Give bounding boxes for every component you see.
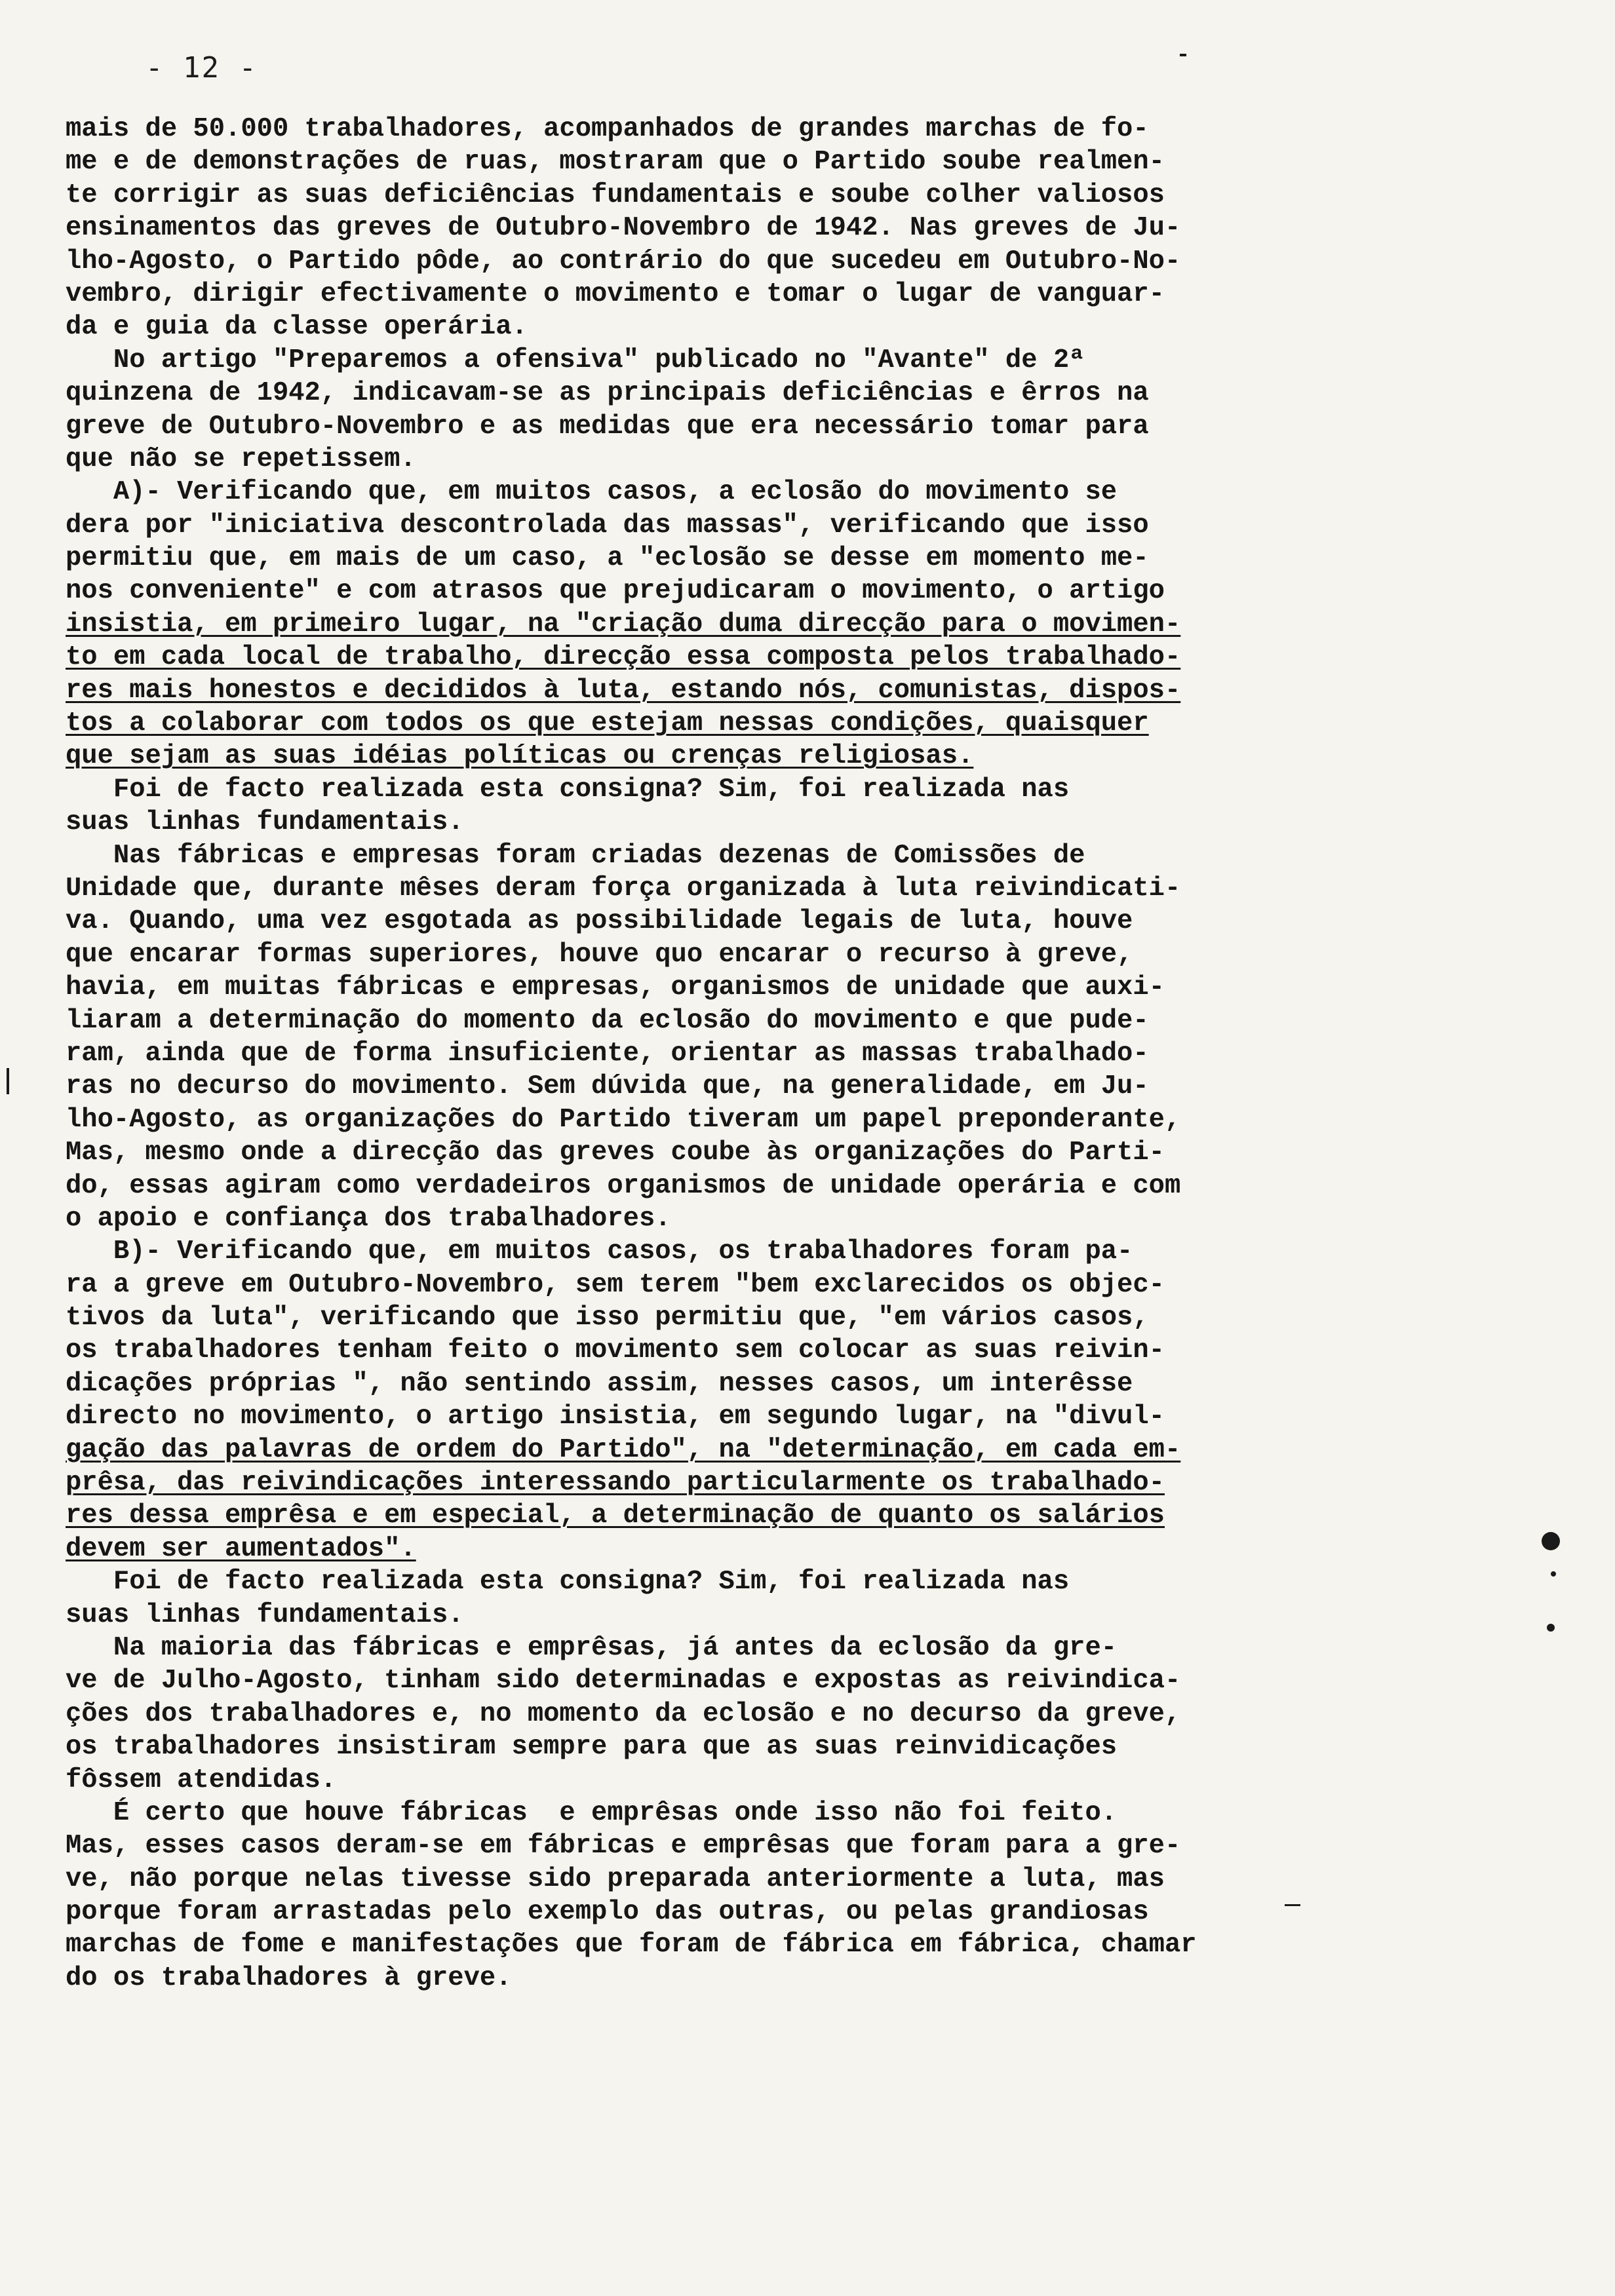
scan-dash-mark [1285, 1904, 1300, 1906]
text-line: os trabalhadores tenham feito o movimento sem colocar as suas reivin- [66, 1335, 1165, 1366]
page-number: - 12 - [146, 51, 258, 85]
text-line: quinzena de 1942, indicavam-se as principais deficiências e êrros na [66, 378, 1149, 409]
text-line: É certo que houve fábricas e emprêsas onde isso não foi feito. [66, 1797, 1118, 1828]
text-line: ra a greve em Outubro-Novembro, sem terem "bem exclarecidos os objec- [66, 1269, 1165, 1300]
text-line: B)- Verificando que, em muitos casos, os trabalhadores foram pa- [66, 1236, 1133, 1267]
text-line: o apoio e confiança dos trabalhadores. [66, 1203, 671, 1234]
text-line: os trabalhadores insistiram sempre para que as suas reinvidicações [66, 1732, 1118, 1763]
text-line: Mas, esses casos deram-se em fábricas e emprêsas que foram para a gre- [66, 1831, 1181, 1862]
text-line: lho-Agosto, o Partido pôde, ao contrário do que sucedeu em Outubro-No- [66, 246, 1181, 277]
text-line: ve, não porque nelas tivesse sido preparada anteriormente a luta, mas [66, 1864, 1165, 1894]
text-line: suas linhas fundamentais. [66, 807, 464, 838]
text-line: que não se repetissem. [66, 444, 416, 474]
text-line: res mais honestos e decididos à luta, estando nós, comunistas, dispos- [66, 675, 1181, 706]
text-line: directo no movimento, o artigo insistia, em segundo lugar, na "divul- [66, 1402, 1165, 1432]
text-line: marchas de fome e manifestações que foram de fábrica em fábrica, chamar [66, 1930, 1197, 1961]
scan-dash-mark [1180, 54, 1186, 56]
text-line: insistia, em primeiro lugar, na "criação duma direcção para o movimen- [66, 609, 1181, 640]
text-line: do, essas agiram como verdadeiros organismos de unidade operária e com [66, 1170, 1181, 1201]
text-line: ras no decurso do movimento. Sem dúvida que, na generalidade, em Ju- [66, 1071, 1149, 1102]
text-line: greve de Outubro-Novembro e as medidas que era necessário tomar para [66, 411, 1149, 442]
scan-dot-mark [1551, 1571, 1556, 1577]
body-text [66, 113, 1449, 1995]
text-line: Unidade que, durante mêses deram força organizada à luta reivindicati- [66, 873, 1181, 904]
text-line: do os trabalhadores à greve. [66, 1962, 512, 1993]
text-line: ve de Julho-Agosto, tinham sido determinadas e expostas as reivindica- [66, 1666, 1181, 1696]
text-line: gação das palavras de ordem do Partido", na "determinação, em cada em- [66, 1434, 1181, 1465]
text-line: prêsa, das reivindicações interessando particularmente os trabalhado- [66, 1468, 1165, 1499]
scan-dot-mark [1542, 1532, 1560, 1550]
text-line: ram, ainda que de forma insuficiente, orientar as massas trabalhado- [66, 1038, 1149, 1069]
text-line: permitiu que, em mais de um caso, a "eclosão se desse em momento me- [66, 543, 1149, 574]
text-line: to em cada local de trabalho, direcção essa composta pelos trabalhado- [66, 642, 1181, 673]
scan-dash-mark [7, 1068, 9, 1094]
text-line: Foi de facto realizada esta consigna? Sim, foi realizada nas [66, 1567, 1070, 1598]
text-line: res dessa emprêsa e em especial, a determinação de quanto os salários [66, 1501, 1165, 1531]
text-line: liaram a determinação do momento da eclosão do movimento e que pude- [66, 1005, 1149, 1036]
text-line: devem ser aumentados". [66, 1533, 416, 1564]
text-line: A)- Verificando que, em muitos casos, a eclosão do movimento se [66, 477, 1118, 508]
text-line: Mas, mesmo onde a direcção das greves coube às organizações do Parti- [66, 1138, 1165, 1168]
text-line: te corrigir as suas deficiências fundamentais e soube colher valiosos [66, 180, 1165, 210]
text-line: que encarar formas superiores, houve quo encarar o recurso à greve, [66, 939, 1133, 970]
text-line: dera por "iniciativa descontrolada das massas", verificando que isso [66, 510, 1149, 541]
text-line: suas linhas fundamentais. [66, 1599, 464, 1630]
text-line: tivos da luta", verificando que isso permitiu que, "em vários casos, [66, 1303, 1149, 1333]
text-line: que sejam as suas idéias políticas ou crenças religiosas. [66, 741, 974, 772]
text-line: lho-Agosto, as organizações do Partido tiveram um papel preponderante, [66, 1104, 1181, 1135]
text-line: porque foram arrastadas pelo exemplo das outras, ou pelas grandiosas [66, 1897, 1149, 1928]
text-line: Na maioria das fábricas e emprêsas, já antes da eclosão da gre- [66, 1632, 1118, 1663]
text-line: Nas fábricas e empresas foram criadas dezenas de Comissões de [66, 840, 1085, 871]
text-line: va. Quando, uma vez esgotada as possibilidade legais de luta, houve [66, 906, 1133, 937]
text-line: da e guia da classe operária. [66, 312, 528, 343]
text-line: ções dos trabalhadores e, no momento da eclosão e no decurso da greve, [66, 1698, 1181, 1729]
scan-dot-mark [1547, 1624, 1555, 1632]
text-line: fôssem atendidas. [66, 1765, 337, 1795]
text-line: vembro, dirigir efectivamente o movimento e tomar o lugar de vanguar- [66, 278, 1165, 309]
text-line: ensinamentos das greves de Outubro-Novembro de 1942. Nas greves de Ju- [66, 213, 1181, 244]
text-line: me e de demonstrações de ruas, mostraram que o Partido soube realmen- [66, 147, 1165, 178]
text-line: nos conveniente" e com atrasos que prejudicaram o movimento, o artigo [66, 576, 1165, 607]
text-line: dicações próprias ", não sentindo assim, nesses casos, um interêsse [66, 1368, 1133, 1399]
text-line: tos a colaborar com todos os que estejam nessas condições, quaisquer [66, 708, 1149, 739]
text-line: No artigo "Preparemos a ofensiva" publicado no "Avante" de 2ª [66, 345, 1085, 375]
text-line: Foi de facto realizada esta consigna? Sim, foi realizada nas [66, 774, 1070, 805]
text-line: havia, em muitas fábricas e empresas, organismos de unidade que auxi- [66, 972, 1165, 1003]
text-line: mais de 50.000 trabalhadores, acompanhados de grandes marchas de fo- [66, 114, 1149, 144]
